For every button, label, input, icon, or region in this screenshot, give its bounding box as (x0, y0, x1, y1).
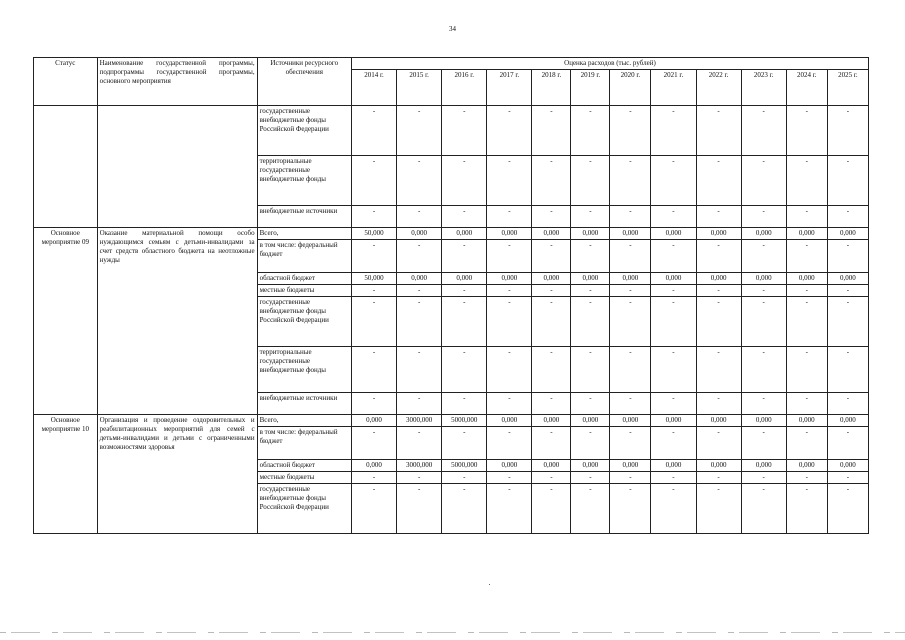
value-cell: - (571, 206, 610, 228)
source-cell: государственные внебюджетные фонды Российской Федерации (257, 484, 351, 534)
table-row (34, 415, 869, 427)
value-cell: 0,000 (827, 273, 868, 285)
value-cell: - (532, 156, 571, 206)
status-cell (34, 106, 98, 228)
value-cell: - (532, 393, 571, 415)
value-cell: 50,000 (351, 273, 396, 285)
value-cell: - (351, 484, 396, 534)
value-cell: - (487, 472, 532, 484)
value-cell: - (351, 285, 396, 297)
value-cell: - (786, 347, 827, 393)
value-cell: 0,000 (351, 460, 396, 472)
value-cell: 3000,000 (397, 415, 442, 427)
measure-name-cell (97, 106, 257, 228)
value-cell: - (610, 484, 651, 534)
header-year: 2019 г. (571, 70, 610, 106)
value-cell: 3000,000 (397, 460, 442, 472)
value-cell: - (651, 297, 696, 347)
value-cell: - (571, 156, 610, 206)
value-cell: - (532, 240, 571, 273)
value-cell: 0,000 (351, 415, 396, 427)
value-cell: - (397, 240, 442, 273)
value-cell: - (397, 472, 442, 484)
value-cell: - (696, 472, 741, 484)
source-cell: внебюджетные источники (257, 393, 351, 415)
header-year: 2023 г. (741, 70, 786, 106)
value-cell: 0,000 (571, 228, 610, 240)
value-cell: 0,000 (442, 273, 487, 285)
value-cell: - (351, 347, 396, 393)
value-cell: - (651, 472, 696, 484)
source-cell: государственные внебюджетные фонды Российской Федерации (257, 106, 351, 156)
value-cell: - (786, 156, 827, 206)
value-cell: - (532, 484, 571, 534)
value-cell: - (741, 156, 786, 206)
header-year: 2022 г. (696, 70, 741, 106)
value-cell: 5000,000 (442, 415, 487, 427)
header-year: 2016 г. (442, 70, 487, 106)
table-row (34, 228, 869, 240)
value-cell: - (442, 297, 487, 347)
value-cell: 0,000 (827, 460, 868, 472)
value-cell: - (532, 427, 571, 460)
value-cell: 0,000 (532, 460, 571, 472)
value-cell: 0,000 (786, 228, 827, 240)
value-cell: - (696, 285, 741, 297)
header-year: 2015 г. (397, 70, 442, 106)
value-cell: 0,000 (487, 415, 532, 427)
value-cell: - (610, 240, 651, 273)
value-cell: - (442, 393, 487, 415)
source-cell: областной бюджет (257, 273, 351, 285)
value-cell: - (532, 472, 571, 484)
value-cell: - (610, 156, 651, 206)
value-cell: - (827, 106, 868, 156)
table-header (34, 58, 869, 106)
value-cell: - (827, 285, 868, 297)
value-cell: - (351, 393, 396, 415)
value-cell: - (442, 484, 487, 534)
value-cell: - (741, 393, 786, 415)
source-cell: территориальные государственные внебюджетные фонды (257, 347, 351, 393)
value-cell: - (651, 206, 696, 228)
value-cell: 0,000 (487, 228, 532, 240)
header-sources: Источники ресурсного обеспечения (257, 58, 351, 106)
source-cell: в том числе: федеральный бюджет (257, 240, 351, 273)
value-cell: - (827, 156, 868, 206)
value-cell: - (442, 206, 487, 228)
source-cell: территориальные государственные внебюджетные фонды (257, 156, 351, 206)
value-cell: - (696, 240, 741, 273)
header-year: 2021 г. (651, 70, 696, 106)
value-cell: - (827, 393, 868, 415)
value-cell: - (532, 297, 571, 347)
value-cell: - (827, 427, 868, 460)
budget-table (33, 57, 869, 534)
value-cell: - (571, 393, 610, 415)
value-cell: - (442, 285, 487, 297)
value-cell: 0,000 (487, 273, 532, 285)
header-year: 2018 г. (532, 70, 571, 106)
value-cell: - (610, 427, 651, 460)
value-cell: 0,000 (651, 228, 696, 240)
value-cell: - (487, 206, 532, 228)
header-year: 2017 г. (487, 70, 532, 106)
value-cell: - (397, 427, 442, 460)
value-cell: - (442, 106, 487, 156)
value-cell: - (351, 240, 396, 273)
value-cell: - (610, 347, 651, 393)
value-cell: 0,000 (651, 273, 696, 285)
scan-speck (489, 584, 490, 585)
source-cell: местные бюджеты (257, 285, 351, 297)
value-cell: - (696, 393, 741, 415)
value-cell: - (741, 484, 786, 534)
value-cell: 0,000 (610, 415, 651, 427)
value-cell: - (397, 206, 442, 228)
value-cell: 0,000 (610, 460, 651, 472)
value-cell: - (786, 206, 827, 228)
value-cell: - (351, 427, 396, 460)
value-cell: - (741, 472, 786, 484)
value-cell: - (827, 472, 868, 484)
value-cell: 0,000 (442, 228, 487, 240)
value-cell: - (786, 297, 827, 347)
value-cell: - (741, 427, 786, 460)
value-cell: 0,000 (487, 460, 532, 472)
source-cell: в том числе: федеральный бюджет (257, 427, 351, 460)
page-number: 34 (449, 25, 456, 33)
value-cell: - (651, 285, 696, 297)
value-cell: - (651, 484, 696, 534)
value-cell: - (532, 106, 571, 156)
value-cell: - (651, 393, 696, 415)
value-cell: - (442, 156, 487, 206)
value-cell: - (741, 297, 786, 347)
value-cell: 0,000 (610, 273, 651, 285)
value-cell: - (397, 156, 442, 206)
value-cell: 0,000 (397, 228, 442, 240)
header-year: 2020 г. (610, 70, 651, 106)
table-body (34, 106, 869, 534)
value-cell: - (786, 240, 827, 273)
status-cell: Основное мероприятие 09 (34, 228, 98, 415)
value-cell: - (487, 347, 532, 393)
value-cell: 50,000 (351, 228, 396, 240)
value-cell: - (442, 240, 487, 273)
value-cell: - (487, 427, 532, 460)
value-cell: - (827, 297, 868, 347)
value-cell: 0,000 (741, 228, 786, 240)
value-cell: - (571, 240, 610, 273)
value-cell: - (610, 472, 651, 484)
value-cell: - (827, 484, 868, 534)
value-cell: - (442, 427, 487, 460)
value-cell: 0,000 (786, 415, 827, 427)
value-cell: - (351, 206, 396, 228)
value-cell: - (487, 106, 532, 156)
value-cell: - (741, 285, 786, 297)
value-cell: - (571, 347, 610, 393)
value-cell: - (532, 285, 571, 297)
value-cell: 0,000 (786, 273, 827, 285)
value-cell: 0,000 (397, 273, 442, 285)
status-cell: Основное мероприятие 10 (34, 415, 98, 534)
value-cell: - (651, 347, 696, 393)
value-cell: 0,000 (651, 415, 696, 427)
value-cell: - (571, 427, 610, 460)
value-cell: - (351, 472, 396, 484)
value-cell: - (610, 393, 651, 415)
value-cell: 0,000 (827, 415, 868, 427)
value-cell: - (696, 297, 741, 347)
value-cell: - (571, 106, 610, 156)
value-cell: 0,000 (741, 273, 786, 285)
source-cell: Всего, (257, 228, 351, 240)
value-cell: - (696, 106, 741, 156)
value-cell: - (827, 347, 868, 393)
header-estimate: Оценка расходов (тыс. рублей) (351, 58, 868, 70)
header-name: Наименование государственной программы, подпрограммы государственной программы, основного мероприятия (97, 58, 257, 106)
value-cell: - (351, 297, 396, 347)
value-cell: - (397, 297, 442, 347)
value-cell: 0,000 (786, 460, 827, 472)
value-cell: - (610, 285, 651, 297)
value-cell: - (741, 206, 786, 228)
value-cell: - (397, 106, 442, 156)
value-cell: - (651, 240, 696, 273)
value-cell: - (442, 347, 487, 393)
value-cell: - (487, 484, 532, 534)
value-cell: - (532, 347, 571, 393)
value-cell: - (651, 106, 696, 156)
value-cell: - (571, 484, 610, 534)
value-cell: 5000,000 (442, 460, 487, 472)
source-cell: областной бюджет (257, 460, 351, 472)
value-cell: - (487, 240, 532, 273)
header-status: Статус (34, 58, 98, 106)
value-cell: 0,000 (532, 228, 571, 240)
measure-name-cell: Оказание материальной помощи особо нуждающимся семьям с детьми-инвалидами за счет средств областного бюджета на неотложные нужды (97, 228, 257, 415)
value-cell: - (696, 206, 741, 228)
value-cell: - (827, 240, 868, 273)
value-cell: - (741, 106, 786, 156)
value-cell: - (351, 106, 396, 156)
value-cell: 0,000 (571, 273, 610, 285)
value-cell: - (786, 472, 827, 484)
source-cell: Всего, (257, 415, 351, 427)
value-cell: - (696, 427, 741, 460)
value-cell: 0,000 (696, 228, 741, 240)
value-cell: - (442, 472, 487, 484)
value-cell: - (610, 297, 651, 347)
value-cell: 0,000 (696, 273, 741, 285)
value-cell: 0,000 (827, 228, 868, 240)
value-cell: - (786, 106, 827, 156)
value-cell: - (532, 206, 571, 228)
value-cell: - (351, 156, 396, 206)
value-cell: - (786, 484, 827, 534)
header-year: 2025 г. (827, 70, 868, 106)
value-cell: - (487, 156, 532, 206)
value-cell: - (827, 206, 868, 228)
header-year: 2014 г. (351, 70, 396, 106)
value-cell: - (487, 393, 532, 415)
scan-artifact-line (0, 632, 905, 633)
value-cell: - (786, 285, 827, 297)
value-cell: 0,000 (651, 460, 696, 472)
header-year: 2024 г. (786, 70, 827, 106)
source-cell: государственные внебюджетные фонды Российской Федерации (257, 297, 351, 347)
value-cell: - (786, 427, 827, 460)
value-cell: - (741, 347, 786, 393)
source-cell: местные бюджеты (257, 472, 351, 484)
value-cell: - (397, 484, 442, 534)
measure-name-cell: Организация и проведение оздоровительных и реабилитационных мероприятий для семей с детьми-инвалидами и детьми с ограниченными возможностями здоровья (97, 415, 257, 534)
value-cell: 0,000 (741, 415, 786, 427)
value-cell: 0,000 (532, 273, 571, 285)
value-cell: - (487, 285, 532, 297)
source-cell: внебюджетные источники (257, 206, 351, 228)
value-cell: - (696, 484, 741, 534)
table-row (34, 106, 869, 156)
value-cell: 0,000 (610, 228, 651, 240)
value-cell: - (487, 297, 532, 347)
value-cell: - (397, 393, 442, 415)
value-cell: 0,000 (571, 415, 610, 427)
value-cell: 0,000 (532, 415, 571, 427)
value-cell: - (651, 156, 696, 206)
value-cell: - (397, 285, 442, 297)
value-cell: 0,000 (571, 460, 610, 472)
value-cell: - (610, 206, 651, 228)
value-cell: 0,000 (696, 460, 741, 472)
value-cell: - (696, 156, 741, 206)
value-cell: - (741, 240, 786, 273)
value-cell: 0,000 (741, 460, 786, 472)
value-cell: - (610, 106, 651, 156)
value-cell: - (696, 347, 741, 393)
value-cell: - (397, 347, 442, 393)
value-cell: - (786, 393, 827, 415)
value-cell: 0,000 (696, 415, 741, 427)
value-cell: - (571, 297, 610, 347)
value-cell: - (651, 427, 696, 460)
value-cell: - (571, 472, 610, 484)
value-cell: - (571, 285, 610, 297)
